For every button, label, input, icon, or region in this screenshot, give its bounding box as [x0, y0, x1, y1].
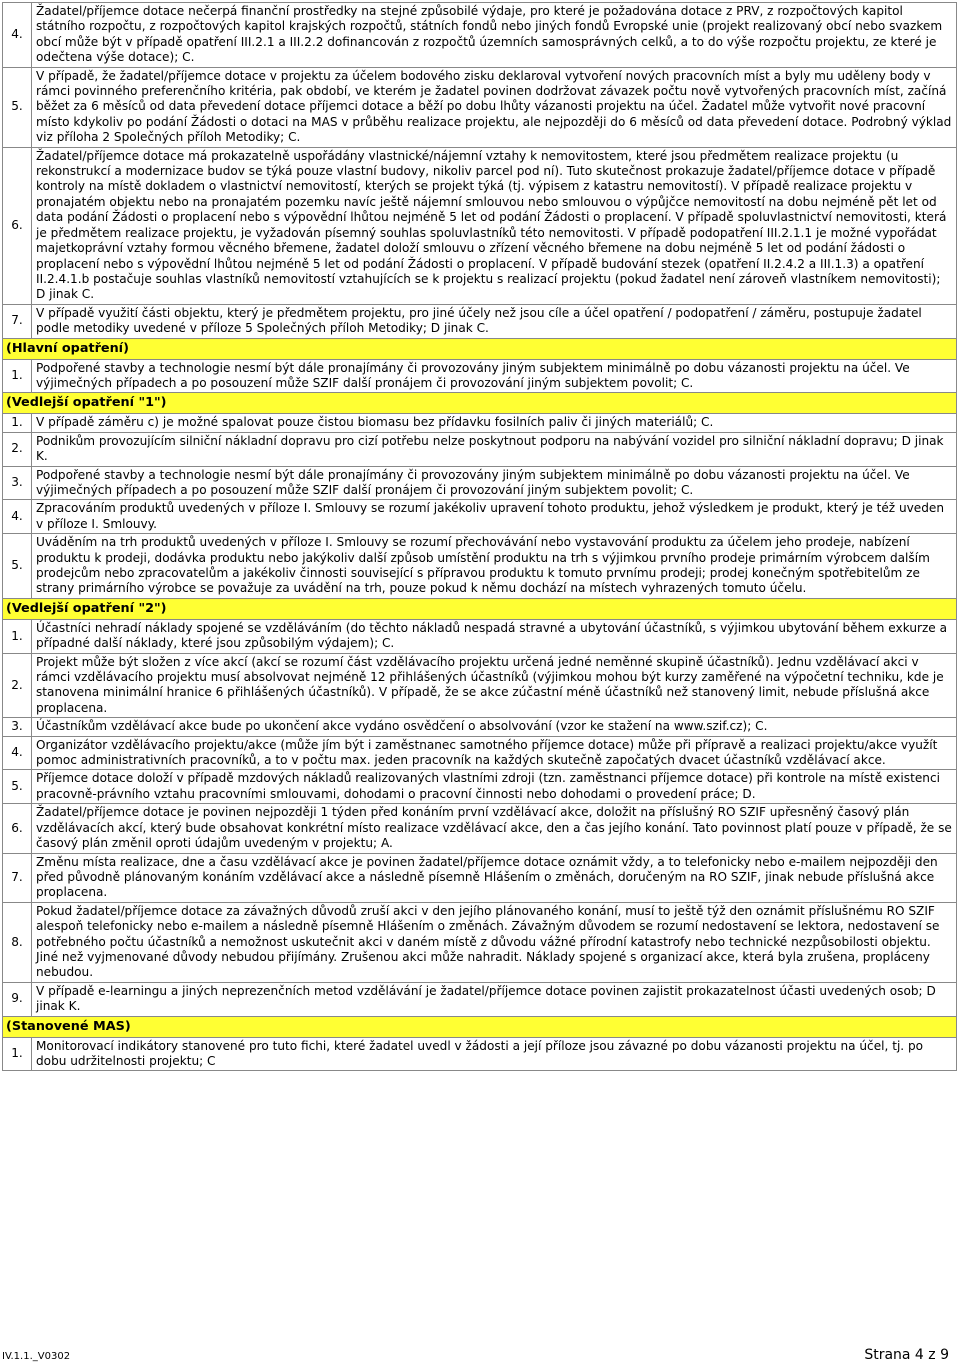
- condition-row: [3, 500, 957, 534]
- condition-number: 6.: [3, 804, 32, 853]
- section-header: (Stanovené MAS): [3, 1016, 957, 1037]
- condition-number: 6.: [3, 147, 32, 304]
- condition-row: [3, 853, 957, 902]
- condition-text: Pokud žadatel/příjemce dotace za závažných důvodů zruší akci v den jejího plánovaného konání, musí to ještě týž den oznámit příslušnému RO SZIF alespoň telefonicky nebo e-mailem a následně písemně Hlášením o změnách. Závažným důvodem se rozumí nedostavení se lektora, nedostavení se potřebného počtu účastníků a nemožnost uskutečnit akci v daném místě z důvodu vážné přírodní katastrofy nebo technické nezpůsobilosti objektu. Jiné než vyjmenované důvody nebudou přijímány. Zrušenou akci může nahradit. Náklady spojené s organizací akce, která byla zrušena, propláceny nebudou.: [32, 902, 957, 982]
- section-header-row: [3, 393, 957, 414]
- condition-number: 7.: [3, 304, 32, 338]
- condition-number: 1.: [3, 1037, 32, 1071]
- document-code: IV.1.1._V0302: [2, 1351, 71, 1362]
- condition-row: [3, 1037, 957, 1071]
- section-header-row: [3, 598, 957, 619]
- condition-number: 5.: [3, 534, 32, 599]
- condition-row: [3, 147, 957, 304]
- condition-row: [3, 902, 957, 982]
- condition-number: 4.: [3, 3, 32, 68]
- condition-row: [3, 359, 957, 393]
- section-header-row: [3, 338, 957, 359]
- condition-number: 1.: [3, 414, 32, 432]
- condition-text: Projekt může být složen z více akcí (akcí se rozumí část vzdělávacího projektu určená jedné neměnné skupině účastníků). Jednu vzdělávací akci v rámci vzdělávacího projektu musí absolvovat nejméně 12 přihlášených účastníků (výjimkou mohou být kurzy zaměřené na výpočetní techniku, kde je stanovena minimální hranice 6 přihlášených účastníků). V případě, že se akce zúčastní méně účastníků než stanovený limit, nebude příslušná akce proplacena.: [32, 653, 957, 718]
- condition-text: Monitorovací indikátory stanovené pro tuto fichi, které žadatel uvedl v žádosti a její příloze jsou závazné po dobu vázanosti projektu na účel, tj. po dobu udržitelnosti projektu; C: [32, 1037, 957, 1071]
- condition-number: 7.: [3, 853, 32, 902]
- condition-text: Žadatel/příjemce dotace je povinen nejpozději 1 týden před konáním první vzdělávací akce, doložit na příslušný RO SZIF upřesněný časový plán vzdělávacích akcí, který bude obsahovat konkrétní místo realizace vzdělávací akce, den a čas jejího konání. Tato povinnost platí pouze v případě, že se časový plán změnil oproti údajům uvedeným v projektu; A.: [32, 804, 957, 853]
- condition-text: V případě e-learningu a jiných neprezenčních metod vzdělávání je žadatel/příjemce dotace povinen zajistit prokazatelnost účasti uvedených osob; D jinak K.: [32, 982, 957, 1016]
- condition-number: 5.: [3, 67, 32, 147]
- condition-text: Účastníci nehradí náklady spojené se vzděláváním (do těchto nákladů nespadá stravné a ubytování účastníků, s výjimkou ubytování během exkurze a případné další náklady, které jsou způsobilým výdajem); C.: [32, 619, 957, 653]
- condition-number: 1.: [3, 619, 32, 653]
- condition-number: 5.: [3, 770, 32, 804]
- condition-text: Podpořené stavby a technologie nesmí být dále pronajímány či provozovány jiným subjektem minimálně po dobu vázanosti projektu na účel. Ve výjimečných případech a po posouzení může SZIF další pronájem či provozování jiným subjektem povolit; C.: [32, 359, 957, 393]
- section-header: (Vedlejší opatření "2"): [3, 598, 957, 619]
- section-header-row: [3, 1016, 957, 1037]
- condition-row: [3, 466, 957, 500]
- condition-text: Zpracováním produktů uvedených v příloze I. Smlouvy se rozumí jakékoliv upravení tohoto produktu, jehož výsledkem je produkt, který je též uveden v příloze I. Smlouvy.: [32, 500, 957, 534]
- condition-text: V případě využití části objektu, který je předmětem projektu, pro jiné účely než jsou cíle a účel opatření / podopatření / záměru, postupuje žadatel podle metodiky uvedené v příloze 5 Společných příloh Metodiky; D jinak C.: [32, 304, 957, 338]
- condition-row: [3, 67, 957, 147]
- condition-row: [3, 653, 957, 718]
- condition-number: 4.: [3, 500, 32, 534]
- condition-text: Změnu místa realizace, dne a času vzdělávací akce je povinen žadatel/příjemce dotace oznámit vždy, a to telefonicky nebo e-mailem nejpozději den před původně plánovaným konáním vzdělávací akce a následně písemně Hlášením o změnách, doručeným na RO SZIF, jinak nebude příslušná akce proplacena.: [32, 853, 957, 902]
- section-header: (Hlavní opatření): [3, 338, 957, 359]
- condition-text: Žadatel/příjemce dotace má prokazatelně uspořádány vlastnické/nájemní vztahy k nemovitostem, které jsou předmětem realizace projektu (u rekonstrukcí a modernizace budov se týká pouze vlastní budovy, nikoliv parcel pod ní). Tuto skutečnost prokazuje žadatel/příjemce dotace v případě kontroly na místě dokladem o vlastnictví nemovitostí, kterých se projekt týká (tj. výpisem z katastru nemovitostí). V případě realizace projektu v pronajatém objektu nebo na pronajatém pozemku navíc ještě nájemní smlouvou nebo smlouvou o výpůjčce nemovitostí na dobu nejméně pět let od data podání Žádosti o proplacení nebo s výpovědní lhůtou nejméně 5 let od podání Žádosti o proplacení. V případě spoluvlastnictví nemovitosti, která je předmětem realizace projektu, je vyžadován písemný souhlas spoluvlastníků této nemovitosti. V případě podopatření III.2.1.1 je možné vypořádat majetkoprávní vztahy formou věcného břemene, žadatel doloží smlouvu o zřízení věcného břemene na dobu nejméně 5 let od podání žádosti o proplacení nebo s výpovědní lhůtou nejméně 5 let od podání Žádosti o proplacení. V případě budování stezek (opatření II.2.4.2 a III.1.3) a opatření II.2.4.1.b postačuje souhlas vlastníků nemovitostí vztahujících se k projektu s realizací projektu (pokud žadatel není zároveň vlastníkem nemovitosti); D jinak C.: [32, 147, 957, 304]
- condition-text: Podpořené stavby a technologie nesmí být dále pronajímány či provozovány jiným subjektem minimálně po dobu vázanosti projektu na účel. Ve výjimečných případech a po posouzení může SZIF další pronájem či provozování jiným subjektem povolit; C.: [32, 466, 957, 500]
- condition-text: V případě, že žadatel/příjemce dotace v projektu za účelem bodového zisku deklaroval vytvoření nových pracovních míst a byly mu uděleny body v rámci povinného preferenčního kritéria, pak období, ve kterém je žadatel povinen dodržovat závazek počtu nově vytvořených pracovních míst, začíná běžet za 6 měsíců od data převedení dotace příjemci dotace a běží po dobu lhůty vázanosti projektu na účel. Žadatel může vytvořit nové pracovní místo kdykoliv po podání Žádosti o dotaci na MAS v průběhu realizace projektu, ale nejpozději do 6 měsíců od data převedení dotace. Podrobný výklad viz příloha 2 Společných příloh Metodiky; C.: [32, 67, 957, 147]
- condition-number: 2.: [3, 432, 32, 466]
- condition-row: [3, 3, 957, 68]
- condition-row: [3, 736, 957, 770]
- condition-number: 4.: [3, 736, 32, 770]
- condition-number: 8.: [3, 902, 32, 982]
- conditions-document: [2, 2, 957, 1071]
- condition-text: Žadatel/příjemce dotace nečerpá finanční prostředky na stejné způsobilé výdaje, pro které je požadována dotace z PRV, z rozpočtových kapitol státního rozpočtu, z rozpočtových kapitol krajských rozpočtů, státních fondů nebo jiných fondů Evropské unie (projekt realizovaný obcí nebo svazkem obcí může být v případě opatření III.2.1 a III.2.2 dofinancován z rozpočtů územních samosprávných celků, a to do výše rozpočtu projektu, ze které je odečtena výše dotace); C.: [32, 3, 957, 68]
- condition-row: [3, 804, 957, 853]
- condition-number: 9.: [3, 982, 32, 1016]
- condition-number: 3.: [3, 718, 32, 736]
- condition-row: [3, 718, 957, 736]
- condition-row: [3, 982, 957, 1016]
- condition-row: [3, 534, 957, 599]
- condition-row: [3, 304, 957, 338]
- condition-number: 3.: [3, 466, 32, 500]
- condition-row: [3, 414, 957, 432]
- condition-row: [3, 432, 957, 466]
- page-number: Strana 4 z 9: [864, 1347, 949, 1363]
- condition-text: V případě záměru c) je možné spalovat pouze čistou biomasu bez přídavku fosilních paliv či jiných materiálů; C.: [32, 414, 957, 432]
- condition-number: 2.: [3, 653, 32, 718]
- condition-text: Příjemce dotace doloží v případě mzdových nákladů realizovaných vlastními zdroji (tzn. zaměstnanci příjemce dotace) při kontrole na místě existenci pracovně-právního vztahu pracovními smlouvami, dohodami o pracovní činnosti nebo dohodami o provedení práce; D.: [32, 770, 957, 804]
- section-header: (Vedlejší opatření "1"): [3, 393, 957, 414]
- condition-text: Podnikům provozujícím silniční nákladní dopravu pro cizí potřebu nelze poskytnout podporu na nabývání vozidel pro silniční nákladní dopravu; D jinak K.: [32, 432, 957, 466]
- condition-row: [3, 770, 957, 804]
- condition-text: Uváděním na trh produktů uvedených v příloze I. Smlouvy se rozumí přechovávání nebo vystavování produktu za účelem jeho prodeje, nabízení produktu k prodeji, dodávka produktu nebo jakýkoliv další způsob umístění produktu na trh s výjimkou prvního prodeje primárním výrobcem dalším prodejcům nebo zpracovatelům a jakékoliv činnosti související s přípravou produktu k tomuto prvnímu prodeji; prodej konečným spotřebitelům ze strany primárního výrobce se považuje za uvádění na trh, pouze pokud k němu dochází na místech vyhrazených tomuto účelu.: [32, 534, 957, 599]
- conditions-table: [2, 2, 957, 1071]
- condition-number: 1.: [3, 359, 32, 393]
- condition-row: [3, 619, 957, 653]
- page-footer: [2, 1347, 957, 1365]
- condition-text: Organizátor vzdělávacího projektu/akce (může jím být i zaměstnanec samotného příjemce dotace) může při přípravě a realizaci projektu/akce využít pomoc administrativních pracovníků, a to v počtu max. jeden pracovník na každých skutečně započatých dvacet účastníků vzdělávací akce.: [32, 736, 957, 770]
- condition-text: Účastníkům vzdělávací akce bude po ukončení akce vydáno osvědčení o absolvování (vzor ke stažení na www.szif.cz); C.: [32, 718, 957, 736]
